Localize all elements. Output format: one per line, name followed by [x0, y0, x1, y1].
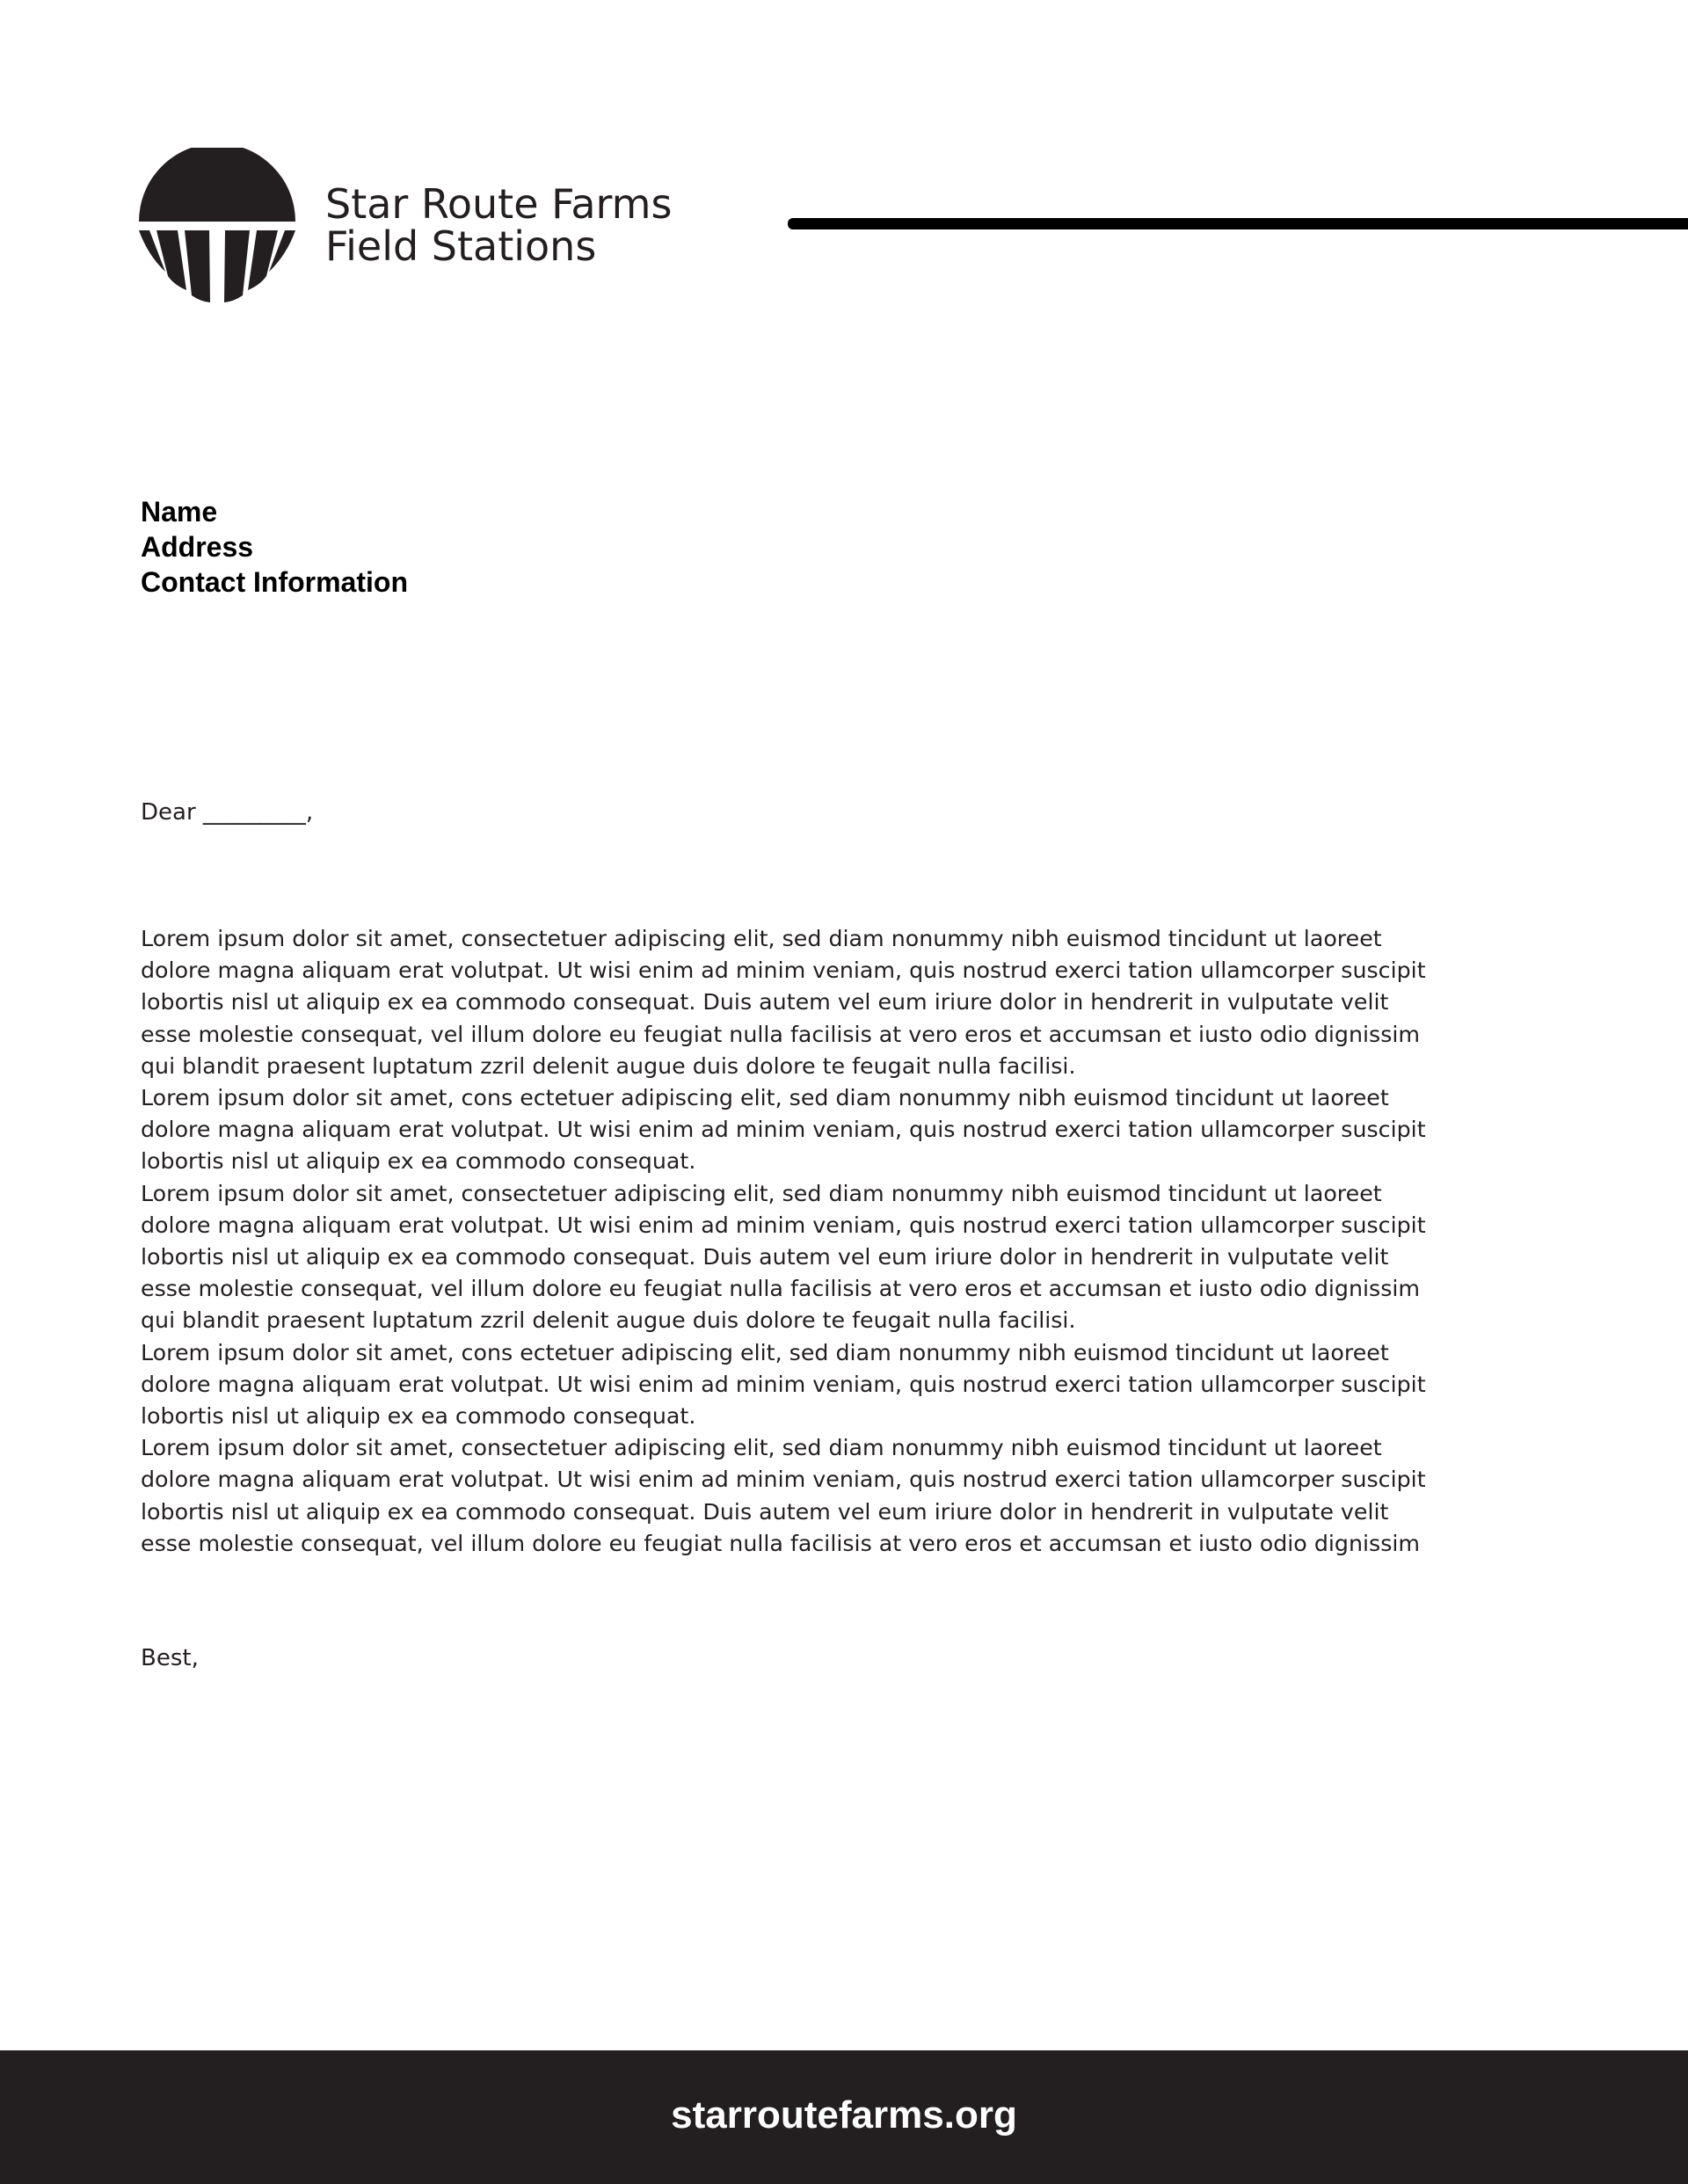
body-line: Lorem ipsum dolor sit amet, consectetuer adipiscing elit, sed diam nonummy nibh euismod tincidunt ut laoreet [141, 1435, 1382, 1461]
recipient-address: Address [141, 531, 254, 563]
recipient-contact: Contact Information [141, 566, 408, 598]
brand-name [325, 180, 673, 270]
brand-line-1: Star Route Farms [325, 180, 673, 228]
body-line: lobortis nisl ut aliquip ex ea commodo consequat. Duis autem vel eum iriure dolor in hendrerit in vulputate velit [141, 1244, 1389, 1270]
body-line: lobortis nisl ut aliquip ex ea commodo consequat. [141, 1148, 696, 1175]
body-line: lobortis nisl ut aliquip ex ea commodo consequat. Duis autem vel eum iriure dolor in hendrerit in vulputate velit [141, 989, 1389, 1016]
body-line: Lorem ipsum dolor sit amet, cons ectetuer adipiscing elit, sed diam nonummy nibh euismod tincidunt ut laoreet [141, 1085, 1389, 1111]
header-rule [788, 218, 1688, 229]
footer-bar [0, 2050, 1688, 2184]
body-line: qui blandit praesent luptatum zzril delenit augue duis dolore te feugait nulla facilisi. [141, 1307, 1076, 1334]
body-line: dolore magna aliquam erat volutpat. Ut wisi enim ad minim veniam, quis nostrud exerci tation ullamcorper suscipit [141, 1467, 1426, 1493]
body-line: lobortis nisl ut aliquip ex ea commodo consequat. [141, 1403, 696, 1430]
recipient-name: Name [141, 496, 218, 528]
body-line: qui blandit praesent luptatum zzril delenit augue duis dolore te feugait nulla facilisi. [141, 1052, 1076, 1079]
body-line: dolore magna aliquam erat volutpat. Ut wisi enim ad minim veniam, quis nostrud exerci tation ullamcorper suscipit [141, 1117, 1426, 1143]
body-line: dolore magna aliquam erat volutpat. Ut wisi enim ad minim veniam, quis nostrud exerci tation ullamcorper suscipit [141, 1212, 1426, 1238]
letter-body [141, 923, 1512, 1560]
body-line: esse molestie consequat, vel illum dolore eu feugiat nulla facilisis at vero eros et accumsan et iusto odio dignissim [141, 1530, 1421, 1556]
body-line: Lorem ipsum dolor sit amet, consectetuer adipiscing elit, sed diam nonummy nibh euismod tincidunt ut laoreet [141, 926, 1382, 951]
body-line: Lorem ipsum dolor sit amet, cons ectetuer adipiscing elit, sed diam nonummy nibh euismod tincidunt ut laoreet [141, 1339, 1389, 1365]
body-line: esse molestie consequat, vel illum dolore eu feugiat nulla facilisis at vero eros et accumsan et iusto odio dignissim [141, 1021, 1421, 1047]
sunrise-field-logo-icon [139, 148, 295, 304]
brand-line-2: Field Stations [325, 222, 597, 270]
footer-website-link[interactable]: starroutefarms.org [671, 2093, 1017, 2137]
body-line: esse molestie consequat, vel illum dolore eu feugiat nulla facilisis at vero eros et accumsan et iusto odio dignissim [141, 1276, 1421, 1302]
closing: Best, [141, 1645, 199, 1671]
body-line: lobortis nisl ut aliquip ex ea commodo consequat. Duis autem vel eum iriure dolor in hendrerit in vulputate velit [141, 1498, 1389, 1525]
body-line: dolore magna aliquam erat volutpat. Ut wisi enim ad minim veniam, quis nostrud exerci tation ullamcorper suscipit [141, 957, 1426, 984]
body-line: Lorem ipsum dolor sit amet, consectetuer adipiscing elit, sed diam nonummy nibh euismod tincidunt ut laoreet [141, 1180, 1382, 1206]
salutation: Dear _________, [141, 799, 314, 826]
body-line: dolore magna aliquam erat volutpat. Ut wisi enim ad minim veniam, quis nostrud exerci tation ullamcorper suscipit [141, 1371, 1426, 1397]
recipient-block [141, 494, 408, 600]
